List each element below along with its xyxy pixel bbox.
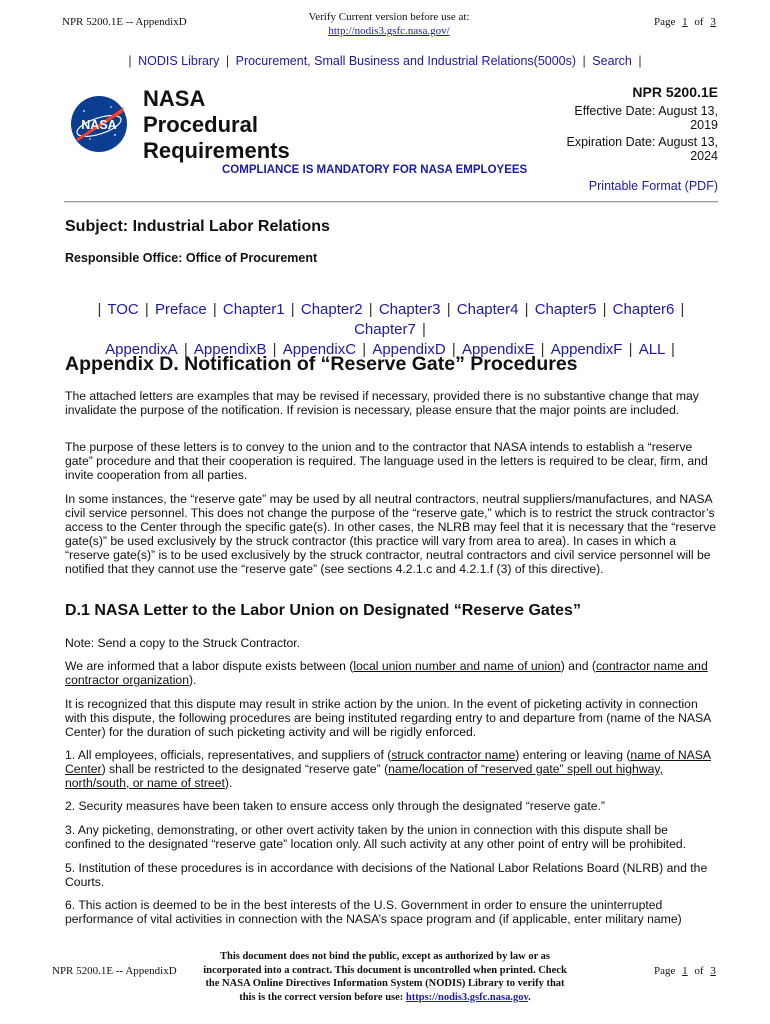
list-item: 6. This action is deemed to be in the best interests of the U.S. Government in order to ensure the uninterrupted performance of vital activities in connection with the NASA’s space program and (if applicable, enter military name) — [65, 898, 682, 926]
header-doc-id: NPR 5200.1E -- AppendixD — [62, 16, 187, 28]
toc-link-chapter4[interactable]: Chapter4 — [456, 301, 519, 318]
list-item: 3. Any picketing, demonstrating, or other overt activity taken by the union in connection with this dispute shall be confined to the designated “reserve gate” location only. All such activity at any other point of entry will be prohibited. — [65, 823, 687, 851]
responsible-office: Responsible Office: Office of Procurement — [65, 251, 318, 265]
intro-paragraph: In some instances, the “reserve gate” may be used by all neutral contractors, neutral suppliers/manufactures, and NASA civil service personnel. This does not change the purpose of the “reserve gate,” which is to restrict the struck contractor’s access to the Center through the specific gate(s). In other cases, the NLRB may feel that it is necessary that the “reserve gate(s)” be used exclusively by the struck contractor (this practice will vary from area to area). In cases in which a “reserve gate(s)” is to be used exclusively by the struck contractor, neutral contractors and civil service personnel will be notified that they cannot use the “reserve gate” (see sections 4.2.1.c and 4.2.1.f (3) of this directive). — [65, 492, 716, 576]
intro-paragraph: The purpose of these letters is to convey to the union and to the contractor that NASA intends to establish a “reserve gate” procedure and that their cooperation is required. The language used in the letters is required to be clear, firm, and invite cooperation from all parties. — [65, 440, 708, 482]
header-page-total: 3 — [710, 16, 716, 28]
intro-paragraph: The attached letters are examples that may be revised if necessary, provided there is no substantive change that may invalidate the purpose of the notification. If revision is necessary, please ensure that the major points are included. — [65, 389, 699, 417]
toc-link-chapter2[interactable]: Chapter2 — [300, 301, 363, 318]
note-paragraph: Note: Send a copy to the Struck Contractor. — [65, 636, 301, 650]
compliance-notice: COMPLIANCE IS MANDATORY FOR NASA EMPLOYEES — [222, 164, 528, 176]
toc-link-appendixb[interactable]: AppendixB — [193, 341, 267, 358]
footer-nodis-link[interactable]: https://nodis3.gsfc.nasa.gov — [405, 991, 529, 1003]
logo-wordmark: NASA — [81, 118, 117, 132]
logo-star-shape — [83, 110, 85, 112]
toc-link-chapter6[interactable]: Chapter6 — [612, 301, 675, 318]
toc-link-appendixa[interactable]: AppendixA — [105, 341, 178, 358]
toc-link-chapter5[interactable]: Chapter5 — [534, 301, 597, 318]
header-verify-link[interactable]: http://nodis3.gsfc.nasa.gov/ — [328, 25, 450, 37]
toc-link-toc[interactable]: TOC — [107, 301, 139, 318]
nav-nodis-library[interactable]: NODIS Library — [138, 54, 220, 68]
npr-number: NPR 5200.1E — [632, 84, 718, 100]
header-verify-text: Verify Current version before use at: — [308, 11, 470, 23]
toc-link-appendixf[interactable]: AppendixF — [550, 341, 623, 358]
toc-link-chapter3[interactable]: Chapter3 — [378, 301, 441, 318]
toc-link-preface[interactable]: Preface — [154, 301, 207, 318]
placeholder-gate-location: name/location of “reserved gate” spell out highway, north/south, or name of street — [65, 762, 663, 790]
placeholder-contractor: contractor name and contractor organization — [65, 659, 708, 687]
logo-star-shape — [89, 138, 91, 140]
toc-navigation: | TOC | Preface | Chapter1 | Chapter2 | Chapter3 | Chapter4 | Chapter5 | Chapter6 | Chapter7 | AppendixA | AppendixB | AppendixC | AppendixD | AppendixE | AppendixF | ALL | — [97, 301, 685, 358]
appendix-heading: Appendix D. Notification of “Reserve Gate” Procedures — [65, 353, 578, 375]
footer-notice: This document does not bind the public, except as authorized by law or as incorporated into a contract. This document is uncontrolled when printed. Check the NASA Online Directives Information System (NODIS) Library to verify that this is the correct version before use: https://nodis3.gsfc.nasa.gov. — [203, 951, 567, 1003]
placeholder-union: local union number and name of union — [353, 659, 561, 673]
header-verify — [250, 10, 528, 38]
header-page-indicator: Page 1 of 3 — [654, 16, 720, 28]
dispute-paragraph: We are informed that a labor dispute exists between (local union number and name of union) and (contractor name and contractor organization). — [65, 659, 708, 687]
section-d1-heading: D.1 NASA Letter to the Labor Union on Designated “Reserve Gates” — [65, 602, 581, 619]
logo-star-shape — [110, 106, 112, 108]
nav-procurement[interactable]: Procurement, Small Business and Industrial Relations(5000s) — [235, 54, 577, 68]
toc-link-appendixd[interactable]: AppendixD — [372, 341, 446, 358]
recognized-paragraph: It is recognized that this dispute may result in strike action by the union. In the event of picketing activity in connection with this dispute, the following procedures are being instituted regarding entry to and departure from (name of the NASA Center) for the duration of such picketing activity and will be rigidly enforced. — [65, 697, 711, 739]
subject-heading: Subject: Industrial Labor Relations — [65, 218, 330, 235]
placeholder-struck-contractor: struck contractor name — [391, 748, 516, 762]
header-page-number: 1 — [682, 16, 688, 28]
page-title: NASA Procedural Requirements — [143, 86, 290, 163]
list-item: 2. Security measures have been taken to ensure access only through the designated “reserve gate.” — [65, 799, 605, 813]
list-item: 1. All employees, officials, representatives, and suppliers of (struck contractor name) entering or leaving (name of NASA Center) shall be restricted to the designated “reserve gate” (name/location of “reserved gate” spell out highway, north/south, or name of street). — [65, 748, 712, 790]
footer-page-total: 3 — [710, 965, 716, 977]
footer-doc-id: NPR 5200.1E -- AppendixD — [52, 965, 177, 977]
toc-link-chapter1[interactable]: Chapter1 — [222, 301, 285, 318]
toc-link-appendixe[interactable]: AppendixE — [461, 341, 535, 358]
toc-link-chapter7[interactable]: Chapter7 — [354, 321, 416, 338]
printable-format-link[interactable]: Printable Format (PDF) — [588, 179, 718, 193]
footer-page-number: 1 — [682, 965, 688, 977]
placeholder-center: name of NASA Center — [65, 748, 712, 776]
nasa-meatball-logo[interactable] — [70, 95, 128, 153]
toc-link-appendixc[interactable]: AppendixC — [282, 341, 357, 358]
toc-link-all[interactable]: ALL — [638, 341, 665, 358]
divider — [64, 201, 718, 203]
nav-search[interactable]: Search — [592, 54, 632, 68]
effective-date: Effective Date: August 13, 2019 — [574, 104, 718, 132]
list-item: 5. Institution of these procedures is in accordance with decisions of the National Labor Relations Board (NLRB) and the Courts. — [65, 861, 708, 889]
expiration-date: Expiration Date: August 13, 2024 — [566, 135, 718, 163]
footer-page-indicator: Page 1 of 3 — [654, 965, 720, 977]
breadcrumb: | NODIS Library | Procurement, Small Business and Industrial Relations(5000s) | Search | — [128, 54, 642, 68]
logo-star-shape — [114, 134, 116, 136]
